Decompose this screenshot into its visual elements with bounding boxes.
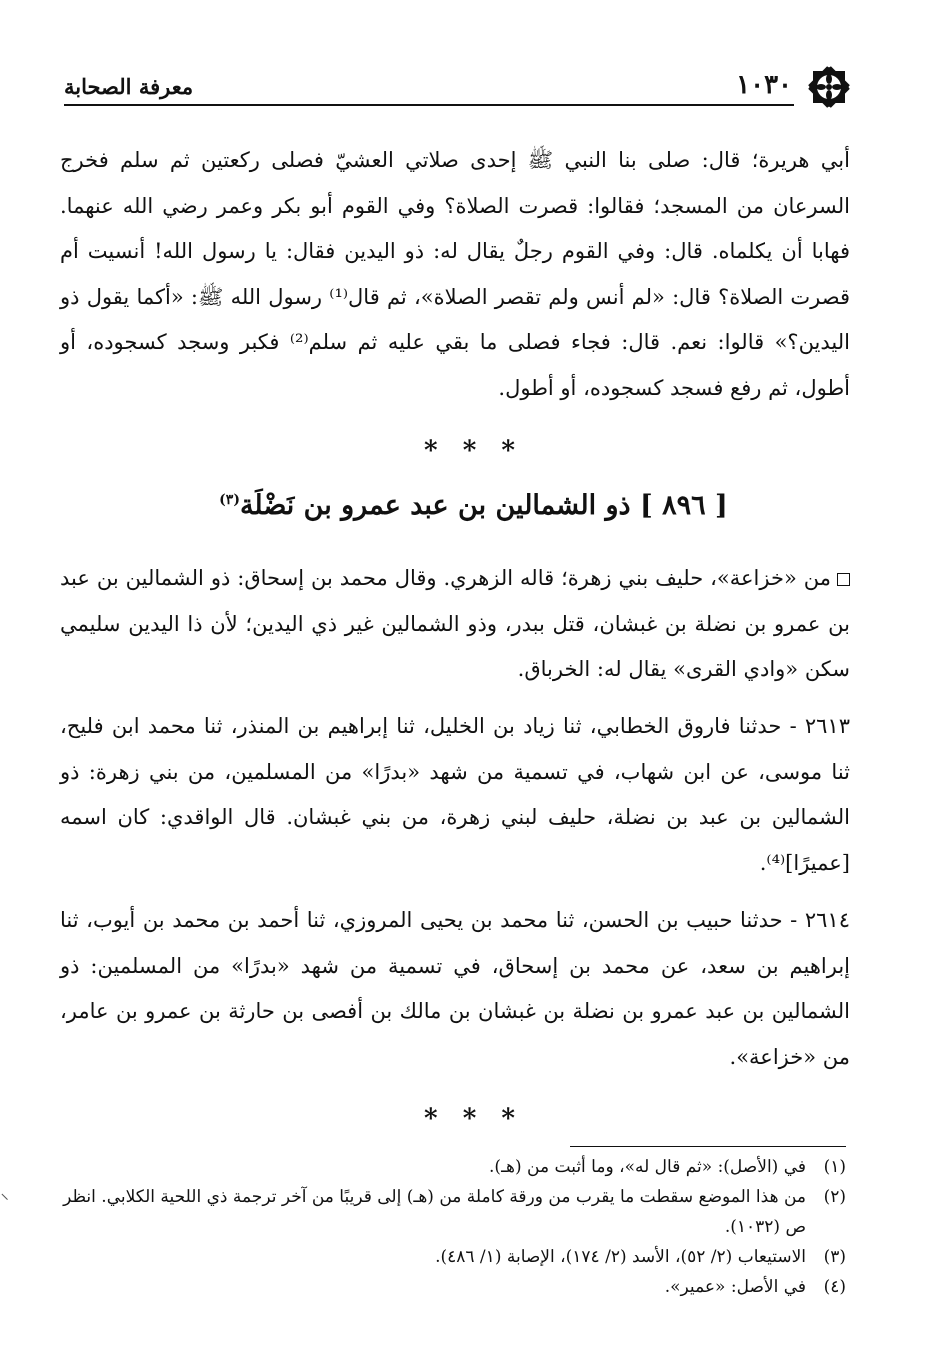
footnote-item <box>60 1242 846 1272</box>
footnote-item <box>60 1272 846 1302</box>
entry-heading-note-ref: (٣) <box>219 492 240 508</box>
section-separator: * * * <box>424 436 523 466</box>
square-marker-icon <box>837 573 850 586</box>
footnote-text: الاستيعاب (٢/ ٥٢)، الأسد (٢/ ١٧٤)، الإصابة (١/ ٤٨٦). <box>435 1247 806 1267</box>
entry-heading <box>0 490 947 521</box>
entry-intro-paragraph <box>60 556 850 693</box>
page-number: ١٠٣٠ <box>736 70 792 100</box>
footnote-item <box>60 1182 846 1242</box>
continuation-paragraph: أبي هريرة؛ قال: صلى بنا النبي ﷺ إحدى صلاتي العشيّ فصلى ركعتين ثم سلم فخرج السرعان من المسجد؛ فقالوا: قصرت الصلاة؟ وفي القوم أبو بكر وعمر رضي الله عنهما. فهابا أن يكلماه. قال: وفي القوم رجلٌ يقال له: ذو اليدين فقال: يا رسول الله! أنسيت أم قصرت الصلاة؟ قال: «لم أنس ولم تقصر الصلاة»، ثم قال⁽¹⁾ رسول الله ﷺ: «أكما يقول ذو اليدين؟» قالوا: نعم. قال: فجاء فصلى ما بقي عليه ثم سلم⁽²⁾ فكبر وسجد كسجوده، أو أطول، ثم رفع فسجد كسجوده، أو أطول. <box>60 148 851 400</box>
footnote-number: (٣) <box>823 1247 846 1267</box>
hadith-2613-paragraph: ٢٦١٣ - حدثنا فاروق الخطابي، ثنا زياد بن الخليل، ثنا إبراهيم بن المنذر، ثنا محمد ابن فليح، ثنا موسى، عن ابن شهاب، في تسمية من شهد «بدرًا» من المسلمين، من بني زهرة: ذو الشمالين بن عبد بن نضلة، حليف لبني زهرة، من بني غبشان. قال الواقدي: كان اسمه [عميرًا]⁽⁴⁾. <box>60 714 850 875</box>
octagram-ornament-icon <box>804 62 854 112</box>
entry-heading-text: [ ٨٩٦ ] ذو الشمالين بن عبد عمرو بن نَضْلَة <box>239 490 728 521</box>
footnote-number: (٢) <box>823 1187 846 1207</box>
scan-artifact <box>1 1188 13 1200</box>
footnotes <box>60 1152 846 1302</box>
footnote-number: (٤) <box>823 1277 846 1297</box>
section-separator-end: * * * <box>424 1104 523 1134</box>
running-title: معرفة الصحابة <box>64 74 194 99</box>
footnote-number: (١) <box>823 1157 846 1177</box>
entry-intro-text: من «خزاعة»، حليف بني زهرة؛ قاله الزهري. وقال محمد بن إسحاق: ذو الشمالين بن عبد بن عمرو بن نضلة بن غبشان، قتل ببدر، وذو الشمالين غير ذي اليدين؛ لأن ذا اليدين سليمي سكن «وادي القرى» يقال له: الخرباق. <box>60 566 850 681</box>
header-rule <box>64 104 794 106</box>
footnote-text: في الأصل: «عمير». <box>664 1277 806 1297</box>
hadith-2614-paragraph: ٢٦١٤ - حدثنا حبيب بن الحسن، ثنا محمد بن يحيى المروزي، ثنا أحمد بن محمد بن أيوب، ثنا إبراهيم بن سعد، عن محمد بن إسحاق، في تسمية من شهد «بدرًا» من المسلمين: ذو الشمالين بن عبد عمرو بن نضلة بن غبشان بن مالك بن أفصى بن حارثة بن عمرو بن عامر، من «خزاعة». <box>60 908 850 1069</box>
footnote-rule <box>570 1146 846 1147</box>
footnote-text: من هذا الموضع سقطت ما يقرب من ورقة كاملة من (هـ) إلى قريبًا من آخر ترجمة ذي اللحية الكلابي. انظر ص (١٠٣٢). <box>63 1187 806 1237</box>
footnote-text: في (الأصل): «ثم قال له»، وما أثبت من (هـ). <box>489 1157 806 1177</box>
footnote-item <box>60 1152 846 1182</box>
